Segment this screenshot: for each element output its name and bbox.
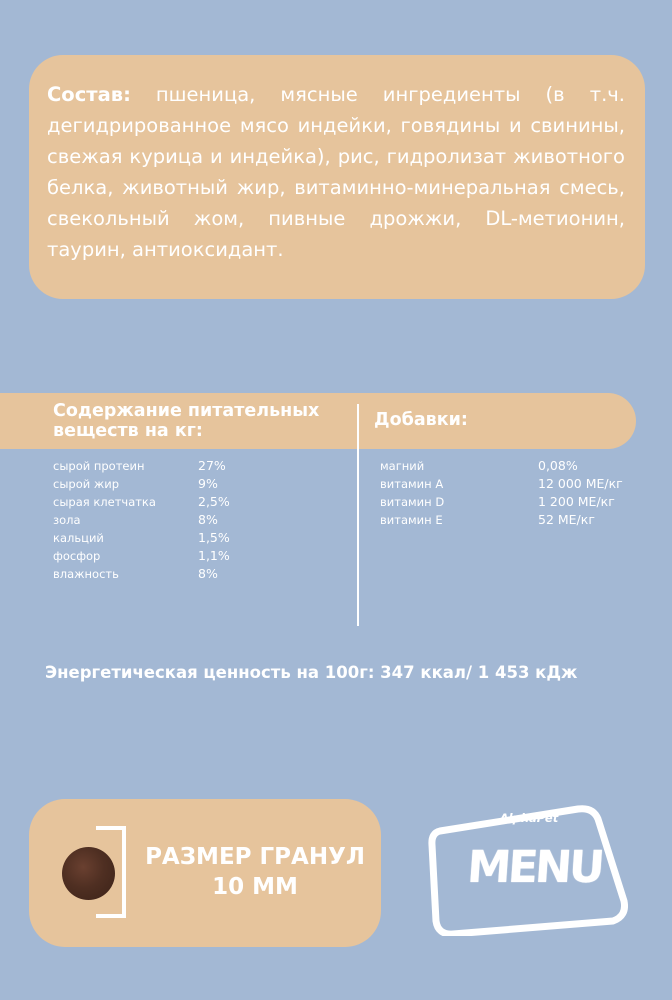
list-item: [53, 457, 230, 475]
column-divider: [357, 404, 359, 626]
list-item: [53, 565, 230, 583]
composition-panel: [29, 55, 645, 299]
logo-word: MENU: [465, 842, 604, 893]
granule-size-line1: РАЗМЕР ГРАНУЛ: [145, 844, 365, 870]
nutrient-name: влажность: [53, 567, 119, 581]
list-item: [53, 493, 230, 511]
nutrient-name: зола: [53, 513, 81, 527]
list-item: [380, 475, 623, 493]
nutrients-title: Содержание питательных веществ на кг:: [53, 401, 320, 441]
additive-name: витамин Е: [380, 513, 443, 527]
list-item: [53, 511, 230, 529]
list-item: [53, 529, 230, 547]
list-item: [380, 511, 623, 529]
additives-title: Добавки:: [374, 410, 468, 430]
nutrient-name: сырая клетчатка: [53, 495, 156, 509]
granule-size-text: [140, 842, 370, 902]
nutrient-value: 27%: [198, 458, 226, 473]
nutrient-value: 9%: [198, 476, 218, 491]
nutrient-name: сырой протеин: [53, 459, 145, 473]
composition-label: Состав:: [47, 83, 131, 106]
additive-name: витамин А: [380, 477, 444, 491]
size-bracket-icon: [96, 826, 126, 918]
list-item: [380, 457, 623, 475]
logo-brand: AlphaPet: [499, 811, 559, 825]
nutrient-value: 8%: [198, 566, 218, 581]
nutrient-value: 2,5%: [198, 494, 230, 509]
additive-value: 0,08%: [538, 458, 578, 473]
list-item: [53, 475, 230, 493]
additive-value: 1 200 МЕ/кг: [538, 494, 615, 509]
list-item: [53, 547, 230, 565]
additives-list: [380, 457, 623, 529]
composition-text: пшеница, мясные ингредиенты (в т.ч. дегидрированное мясо индейки, говядины и свинины, свежая курица и индейка), рис, гидролизат животного белка, животный жир, витаминно-минеральная смесь, свекольный жом, пивные дрожжи, DL-метионин, таурин, антиоксидант.: [47, 83, 625, 261]
additive-value: 52 МЕ/кг: [538, 512, 595, 527]
additive-name: магний: [380, 459, 425, 473]
nutrient-name: кальций: [53, 531, 104, 545]
nutrient-value: 1,1%: [198, 548, 230, 563]
nutrient-value: 8%: [198, 512, 218, 527]
nutrient-name: сырой жир: [53, 477, 120, 491]
energy-value: Энергетическая ценность на 100г: 347 ккал/ 1 453 кДж: [45, 663, 578, 682]
granule-size-line2: 10 ММ: [212, 874, 298, 900]
additive-name: витамин D: [380, 495, 445, 509]
additive-value: 12 000 МЕ/кг: [538, 476, 623, 491]
list-item: [380, 493, 623, 511]
nutrients-list: [53, 457, 230, 583]
nutrient-name: фосфор: [53, 549, 101, 563]
nutrient-value: 1,5%: [198, 530, 230, 545]
